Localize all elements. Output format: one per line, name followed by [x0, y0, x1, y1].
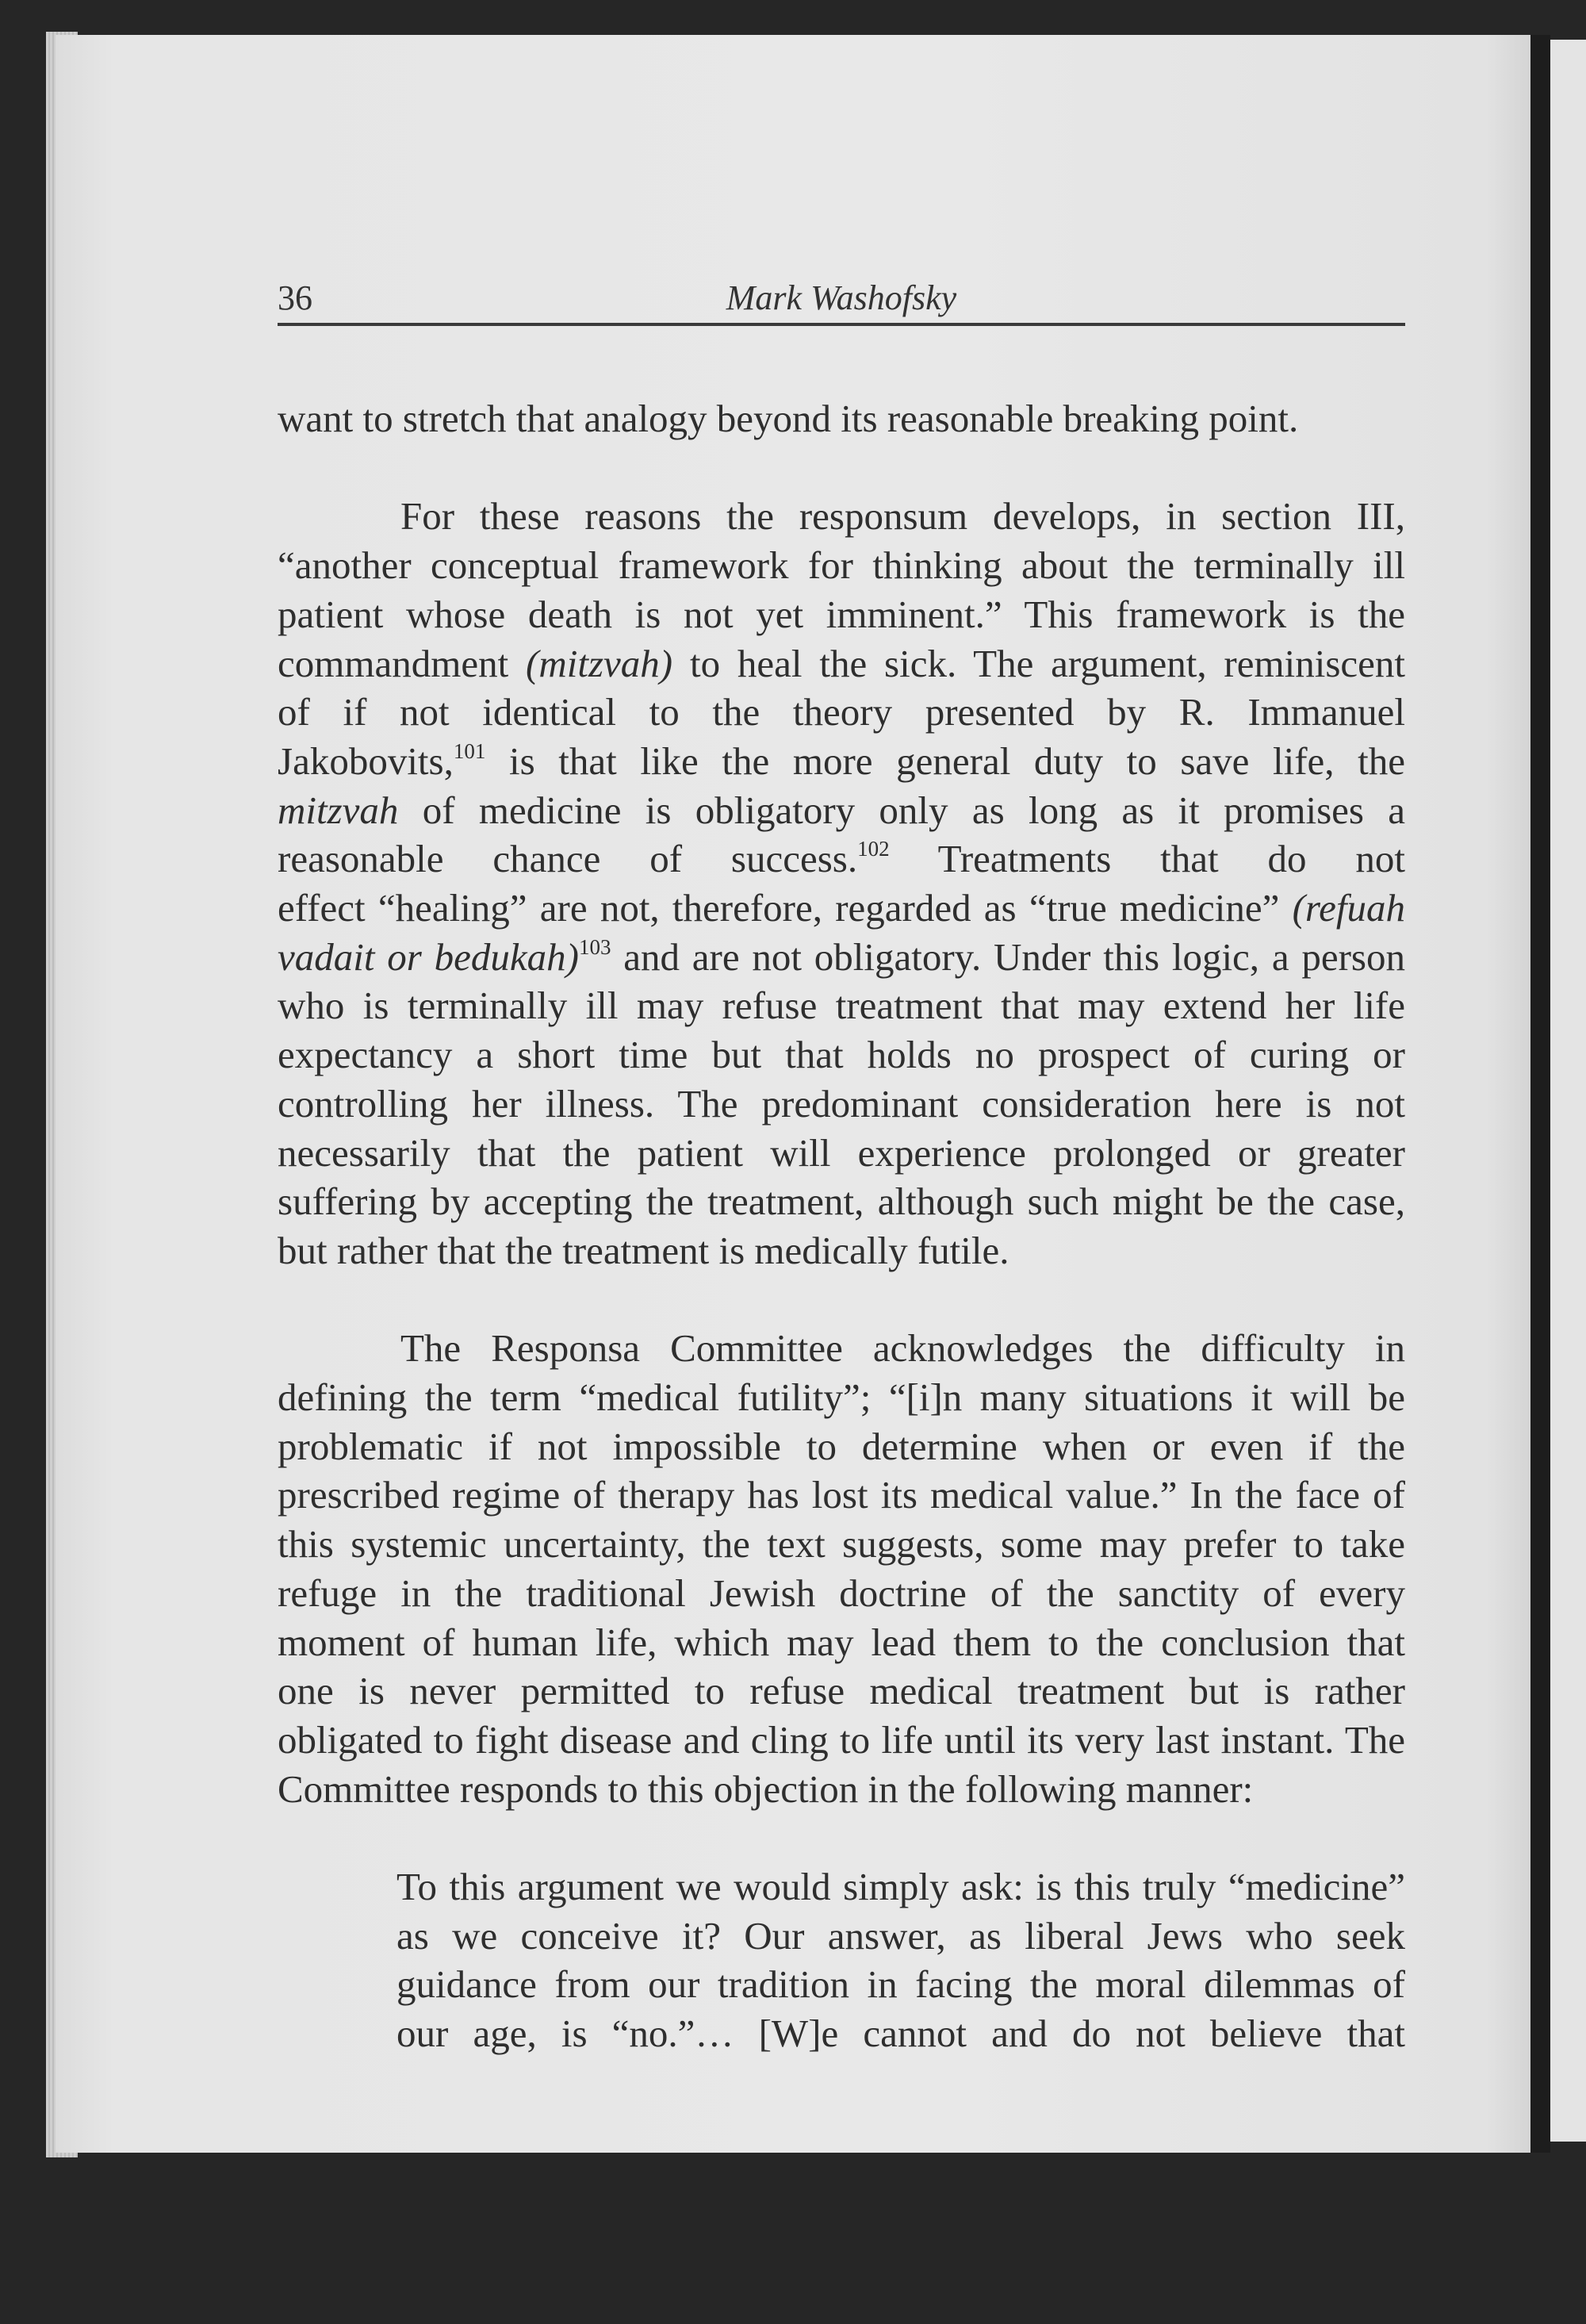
text-line	[278, 737, 1405, 786]
text-run: moment of human life, which may lead them to the conclusion that	[278, 1620, 1405, 1664]
text-line	[396, 1862, 1405, 1912]
running-head: Mark Washofsky	[726, 278, 957, 317]
text-run: effect “healing” are not, therefore, regarded as “true medicine”	[278, 886, 1293, 930]
text-run: but rather that the treatment is medically futile.	[278, 1228, 1009, 1272]
text-line	[396, 1960, 1405, 2009]
text-run: guidance from our tradition in facing the moral dilemmas of	[396, 1962, 1405, 2007]
text-line	[278, 884, 1405, 933]
text-run: of medicine is obligatory only as long as it promises a	[398, 788, 1405, 832]
text-run: Committee responds to this objection in the following manner:	[278, 1766, 1254, 1811]
italic-text: mitzvah	[278, 788, 399, 832]
text-run: and are not obligatory. Under this logic, a person	[611, 934, 1406, 979]
text-line	[278, 1716, 1405, 1765]
text-line	[278, 834, 1405, 884]
italic-text: vadait or bedukah)	[278, 934, 579, 979]
text-run: The Responsa Committee acknowledges the difficulty in	[400, 1326, 1405, 1371]
text-run: reasonable chance of success.	[278, 837, 858, 881]
text-run: patient whose death is not yet imminent.” This framework is the	[278, 592, 1405, 636]
text-line	[278, 1520, 1405, 1569]
text-run: For these reasons the responsum develops, in section III,	[400, 494, 1405, 539]
text-line	[278, 1129, 1405, 1178]
text-line	[278, 1569, 1405, 1618]
text-run: prescribed regime of therapy has lost its medical value.” In the face of	[278, 1473, 1405, 1517]
text-run: controlling her illness. The predominant consideration here is not	[278, 1081, 1405, 1126]
text-line	[396, 1912, 1405, 1961]
text-line	[278, 639, 1405, 688]
text-line	[278, 933, 1405, 982]
text-line	[278, 1226, 1405, 1275]
text-line	[278, 1080, 1405, 1129]
text-line	[278, 1765, 1405, 1814]
text-run: is that like the more general duty to save life, the	[485, 738, 1405, 783]
text-line	[278, 786, 1405, 835]
text-run: to heal the sick. The argument, reminiscent	[672, 641, 1406, 685]
text-run: suffering by accepting the treatment, although such might be the case,	[278, 1179, 1405, 1224]
text-line	[278, 981, 1405, 1030]
text-run: one is never permitted to refuse medical treatment but is rather	[278, 1669, 1405, 1713]
text-run: problematic if not impossible to determine when or even if the	[278, 1424, 1405, 1468]
text-run: Jakobovits,	[278, 738, 454, 783]
text-run: of if not identical to the theory presented by R. Immanuel	[278, 690, 1405, 734]
text-line	[396, 2009, 1405, 2058]
book-gutter	[1530, 35, 1550, 2153]
page-number: 36	[278, 278, 312, 317]
text-run: want to stretch that analogy beyond its reasonable breaking point.	[278, 397, 1299, 440]
text-line	[278, 1618, 1405, 1667]
text-line	[278, 1422, 1405, 1471]
text-line	[278, 394, 1405, 443]
text-run: this systemic uncertainty, the text suggests, some may prefer to take	[278, 1522, 1405, 1567]
text-run: defining the term “medical futility”; “[i]n many situations it will be	[278, 1375, 1405, 1419]
text-run: obligated to fight disease and cling to life until its very last instant. The	[278, 1717, 1405, 1762]
text-line	[278, 1373, 1405, 1422]
text-line	[278, 1030, 1405, 1080]
text-run: commandment	[278, 641, 527, 685]
facing-page-edge	[1550, 40, 1586, 2142]
text-line	[278, 541, 1405, 590]
text-run: as we conceive it? Our answer, as liberal Jews who seek	[396, 1913, 1405, 1958]
text-run: necessarily that the patient will experience prolonged or greater	[278, 1130, 1405, 1175]
text-line	[278, 1666, 1405, 1716]
italic-text: (refuah	[1292, 886, 1405, 930]
text-run: “another conceptual framework for thinking about the terminally ill	[278, 543, 1405, 588]
text-line	[278, 1177, 1405, 1226]
page-header	[278, 278, 1405, 322]
footnote-ref: 103	[578, 934, 611, 959]
text-run: our age, is “no.”… [W]e cannot and do not believe that	[396, 2011, 1405, 2056]
text-run: Treatments that do not	[889, 837, 1405, 881]
footnote-ref: 101	[453, 738, 486, 763]
text-line	[278, 1471, 1405, 1520]
footnote-ref: 102	[857, 837, 890, 861]
text-run: expectancy a short time but that holds no prospect of curing or	[278, 1033, 1405, 1077]
text-run: who is terminally ill may refuse treatment that may extend her life	[278, 984, 1405, 1028]
header-rule	[278, 323, 1405, 326]
text-line	[278, 1324, 1405, 1373]
text-line	[278, 688, 1405, 737]
italic-text: (mitzvah)	[526, 641, 673, 685]
text-line	[278, 590, 1405, 639]
text-run: To this argument we would simply ask: is this truly “medicine”	[396, 1865, 1405, 1908]
text-run: refuge in the traditional Jewish doctrine of the sanctity of every	[278, 1570, 1405, 1615]
text-line	[278, 492, 1405, 541]
